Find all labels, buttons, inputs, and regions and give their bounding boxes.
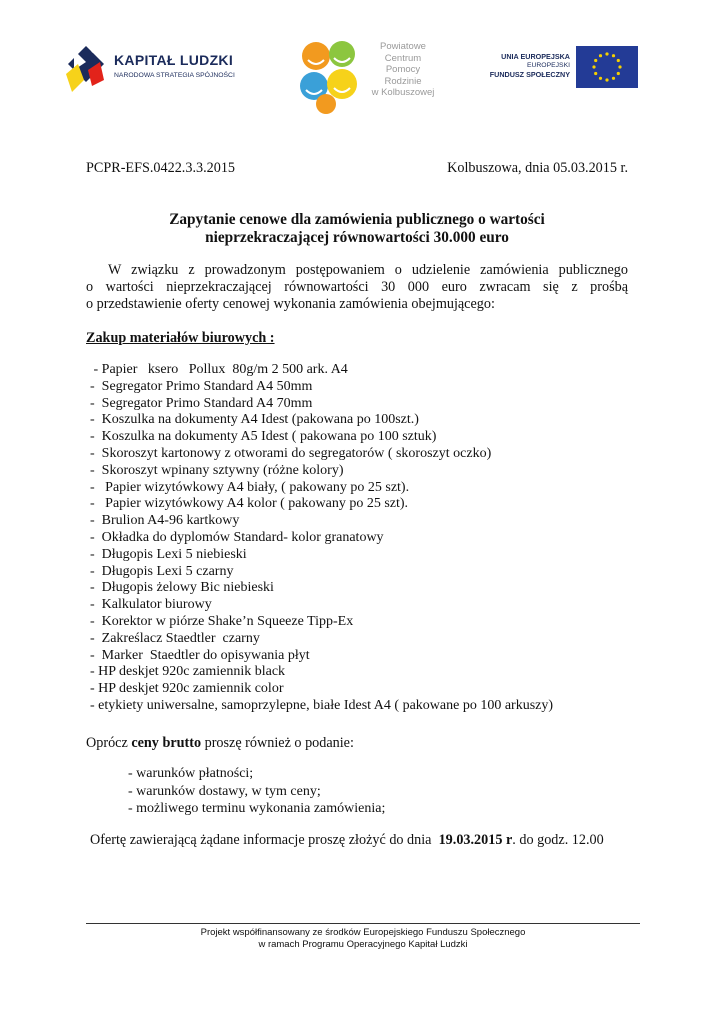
list-item: - Segregator Primo Standard A4 50mm <box>90 378 313 394</box>
pcpr-line: Pomocy <box>385 64 421 75</box>
list-item: - Brulion A4-96 kartkowy <box>90 513 240 529</box>
footer-line-2: w ramach Programu Operacyjnego Kapitał Ludzki <box>258 938 468 950</box>
extra-request <box>86 735 354 752</box>
extra-bold: ceny brutto <box>131 735 202 751</box>
list-item: - Papier wizytówkowy A4 kolor ( pakowany po 25 szt). <box>90 496 409 512</box>
logo-bar <box>0 0 725 120</box>
eu-text <box>490 52 570 79</box>
list-item: - Długopis żelowy Bic niebieski <box>90 580 274 596</box>
list-item: - Papier wizytówkowy A4 biały, ( pakowany po 25 szt). <box>90 479 410 495</box>
kapital-ludzki-emblem-icon <box>64 40 108 98</box>
pcpr-name <box>362 41 444 99</box>
list-item: - Skoroszyt kartonowy z otworami do segregatorów ( skoroszyt oczko) <box>90 445 492 461</box>
smiley-buttons-icon <box>296 36 366 116</box>
kapital-ludzki-title: KAPITAŁ LUDZKI <box>114 52 234 68</box>
list-item: - Kalkulator biurowy <box>90 597 212 613</box>
items-list <box>90 362 553 715</box>
pcpr-line: w Kolbuszowej <box>371 87 435 98</box>
extra-pre: Oprócz <box>86 735 132 751</box>
kapital-ludzki-logo <box>64 40 264 98</box>
eu-line-2: EUROPEJSKI <box>526 62 570 69</box>
list-item: - Koszulka na dokumenty A5 Idest ( pakowana po 100 sztuk) <box>90 429 437 445</box>
intro-line-3: o przedstawienie oferty cenowej wykonania zamówienia obejmującego: <box>86 296 495 312</box>
deadline-pre: Ofertę zawierającą żądane informacje proszę złożyć do dnia <box>90 832 439 848</box>
footer-divider <box>86 923 640 924</box>
intro-line-1: W związku z prowadzonym postępowaniem o udzielenie zamówienia publicznego <box>108 262 628 278</box>
list-item: - Korektor w piórze Shake’n Squeeze Tipp-Ex <box>90 613 354 629</box>
kapital-ludzki-subtitle: NARODOWA STRATEGIA SPÓJNOŚCI <box>114 72 235 79</box>
pcpr-line: Rodzinie <box>384 75 422 87</box>
intro-paragraph <box>86 262 628 313</box>
deadline-text <box>90 832 604 849</box>
list-item: - Segregator Primo Standard A4 70mm <box>90 395 313 411</box>
list-item: - Papier ksero Pollux 80g/m 2 500 ark. A4 <box>90 362 348 377</box>
list-item: - etykiety uniwersalne, samoprzylepne, białe Idest A4 ( pakowane po 100 arkuszy) <box>90 697 554 713</box>
list-item: - warunków dostawy, w tym ceny; <box>128 783 321 799</box>
conditions-list <box>128 765 385 818</box>
list-item: - Okładka do dyplomów Standard- kolor granatowy <box>90 529 384 545</box>
list-item: - Koszulka na dokumenty A4 Idest (pakowana po 100szt.) <box>90 412 419 428</box>
list-item: - Skoroszyt wpinany sztywny (różne kolory) <box>90 462 344 478</box>
list-item: - możliwego terminu wykonania zamówienia; <box>128 801 386 816</box>
list-item: - Długopis Lexi 5 niebieski <box>90 546 247 562</box>
list-item: - HP deskjet 920c zamiennik black <box>90 664 286 680</box>
pcpr-line: Powiatowe <box>380 41 426 52</box>
list-item: - HP deskjet 920c zamiennik color <box>90 681 284 697</box>
reference-number: PCPR-EFS.0422.3.3.2015 <box>86 160 236 176</box>
eu-line-3: FUNDUSZ SPOŁECZNY <box>489 70 570 79</box>
list-item: - Długopis Lexi 5 czarny <box>90 563 234 579</box>
eu-line-1: UNIA EUROPEJSKA <box>501 52 570 61</box>
extra-post: proszę również o podanie: <box>201 735 354 751</box>
deadline-date: 19.03.2015 r <box>438 832 513 848</box>
document-title <box>86 211 628 247</box>
document-date: Kolbuszowa, dnia 05.03.2015 r. <box>447 160 628 176</box>
title-line-1: Zapytanie cenowe dla zamówienia publicznego o wartości <box>169 211 545 228</box>
pcpr-line: Centrum <box>384 52 422 64</box>
list-item: - Zakreślacz Staedtler czarny <box>90 630 260 646</box>
intro-line-2: o wartości nieprzekraczającej równowartości 30 000 euro zwracam się z prośbą <box>86 279 628 295</box>
footer-line-1: Projekt współfinansowany ze środków Europejskiego Funduszu Społecznego <box>200 927 526 938</box>
deadline-post: . do godz. 12.00 <box>512 832 604 848</box>
eu-logo <box>470 44 640 94</box>
section-title: Zakup materiałów biurowych : <box>86 330 275 346</box>
footer <box>86 927 640 950</box>
pcpr-logo <box>296 36 456 116</box>
list-item: - warunków płatności; <box>128 766 254 781</box>
list-item: - Marker Staedtler do opisywania płyt <box>90 647 310 663</box>
eu-flag-icon <box>576 46 638 88</box>
title-line-2: nieprzekraczającej równowartości 30.000 euro <box>205 229 509 246</box>
